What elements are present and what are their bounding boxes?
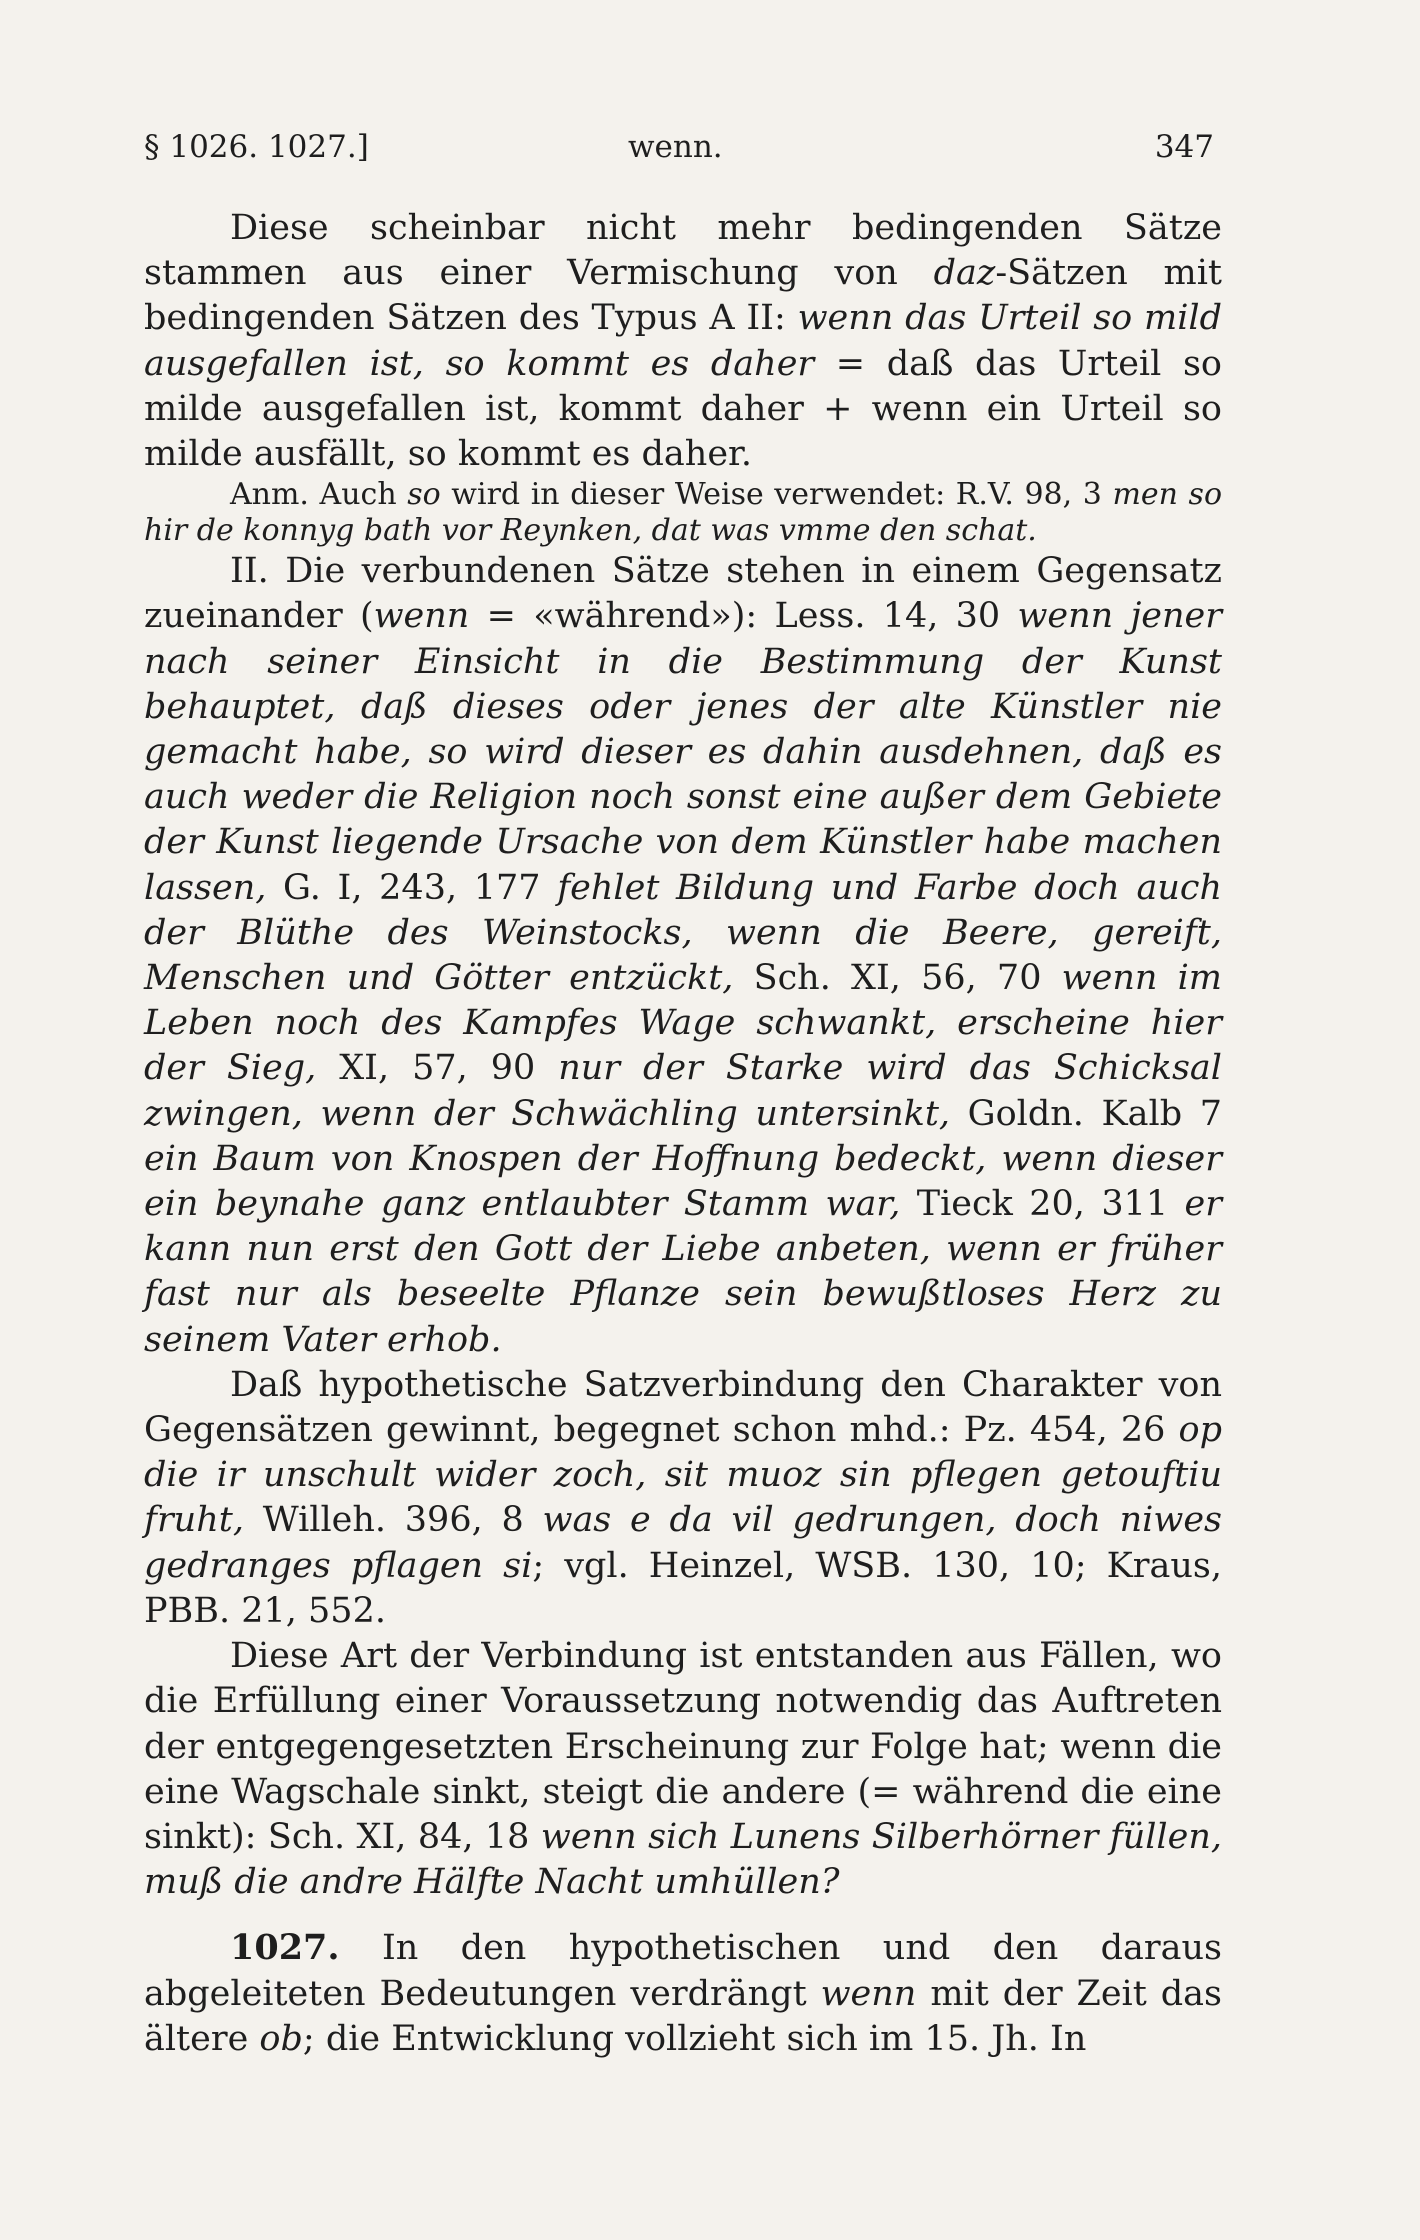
running-title: wenn. bbox=[628, 129, 723, 165]
running-header bbox=[144, 122, 1214, 172]
paragraph-4: Diese Art der Verbindung ist entstanden aus Fällen, wo die Erfüllung einer Voraussetzung notwendig das Auftreten der entgegengesetzten Erscheinung zur Folge hat; wenn die eine Wagschale sinkt, steigt die andere (= während die eine sinkt): Sch. XI, 84, 18 wenn sich Lunens Silberhörner füllen, muß die andre Hälfte Nacht umhüllen? bbox=[144, 1636, 1223, 1903]
body-text bbox=[144, 206, 1222, 2062]
annotation-note: Anm. Auch so wird in dieser Weise verwendet: R.V. 98, 3 men so hir de konnyg bath vor Reynken, dat was vmme den schat. bbox=[144, 477, 1222, 549]
paragraph-2: II. Die verbundenen Sätze stehen in einem Gegensatz zueinander (wenn = «während»): Less. 14, 30 wenn jener nach seiner Einsicht in die Bestimmung der Kunst behauptet, daß dieses oder jenes der alte Künstler nie gemacht habe, so wird dieser es dahin ausdehnen, daß es auch weder die Religion noch sonst eine außer dem Gebiete der Kunst liegende Ursache von dem Künstler habe machen lassen, G. I, 243, 177 fehlet Bildung und Farbe doch auch der Blüthe des Weinstocks, wenn die Beere, gereift, Menschen und Götter entzückt, Sch. XI, 56, 70 wenn im Leben noch des Kampfes Wage schwankt, erscheine hier der Sieg, XI, 57, 90 nur der Starke wird das Schicksal zwingen, wenn der Schwächling untersinkt, Goldn. Kalb 7 ein Baum von Knospen der Hoffnung bedeckt, wenn dieser ein beynahe ganz entlaubter Stamm war, Tieck 20, 311 er kann nun erst den Gott der Liebe anbeten, wenn er früher fast nur als beseelte Pflanze sein bewußtloses Herz zu seinem Vater erhob. bbox=[144, 551, 1222, 1360]
paragraph-1027: 1027. In den hypothetischen und den daraus abgeleiteten Bedeutungen verdrängt wenn mit der Zeit das ältere ob; die Entwicklung vollzieht sich im 15. Jh. In bbox=[144, 1927, 1223, 2059]
paragraph-1: Diese scheinbar nicht mehr bedingenden Sätze stammen aus einer Vermischung von daz-Sätzen mit bedingenden Sätzen des Typus A II: wenn das Urteil so mild ausgefallen ist, so kommt es daher = daß das Urteil so milde ausgefallen ist, kommt daher + wenn ein Urteil so milde ausfällt, so kommt es daher. bbox=[144, 208, 1222, 475]
section-number: 1027. bbox=[230, 1927, 340, 1969]
paragraph-3: Daß hypothetische Satzverbindung den Charakter von Gegensätzen gewinnt, begegnet schon mhd.: Pz. 454, 26 op die ir unschult wider zoch, sit muoz sin pflegen getouftiu fruht, Willeh. 396, 8 was e da vil gedrungen, doch niwes gedranges pflagen si; vgl. Heinzel, WSB. 130, 10; Kraus, PBB. 21, 552. bbox=[144, 1364, 1223, 1631]
page-number: 347 bbox=[1154, 129, 1214, 165]
section-reference: § 1026. 1027.] bbox=[144, 129, 369, 165]
section-gap bbox=[144, 1905, 1222, 1925]
